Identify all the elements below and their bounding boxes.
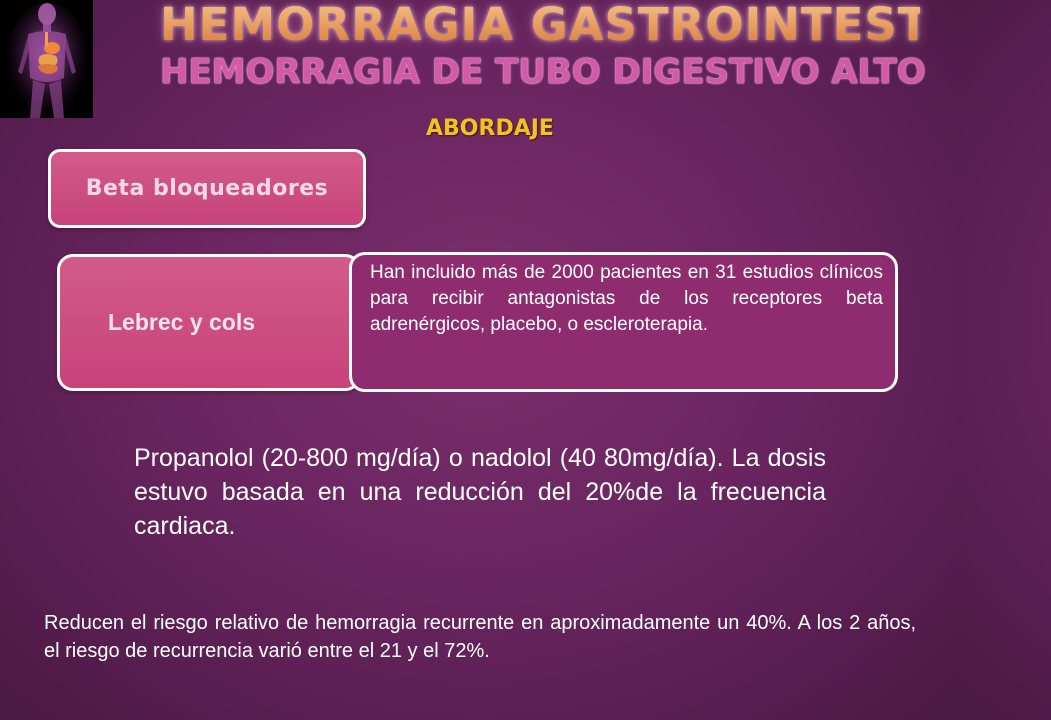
study-detail-text: Han incluido más de 2000 pacientes en 31 estudios clínicos para recibir antagonistas de los receptores beta adrenérgicos, placebo, o escleroterapia. — [370, 262, 883, 335]
section-heading: ABORDAJE — [426, 116, 554, 141]
beta-blockers-label: Beta bloqueadores — [85, 176, 329, 201]
dosage-paragraph: Propanolol (20-800 mg/día) o nadolol (40 80mg/día). La dosis estuvo basada en una reducción del 20%de la frecuencia cardiaca. — [134, 444, 826, 540]
lebrec-label: Lebrec y cols — [108, 309, 256, 335]
beta-blockers-box — [48, 149, 366, 228]
study-detail-box — [349, 252, 898, 392]
page-title: HEMORRAGIA GASTROINTESTINAL — [160, 0, 1051, 51]
risk-paragraph: Reducen el riesgo relativo de hemorragia recurrente en aproximadamente un 40%. A los 2 años, el riesgo de recurrencia varió entre el 21 y el 72%. — [44, 612, 916, 662]
anatomy-digestive-system-icon — [0, 0, 93, 118]
lebrec-box — [57, 254, 361, 391]
anatomy-thumbnail — [0, 0, 93, 118]
page-subtitle: HEMORRAGIA DE TUBO DIGESTIVO ALTO — [160, 52, 926, 92]
